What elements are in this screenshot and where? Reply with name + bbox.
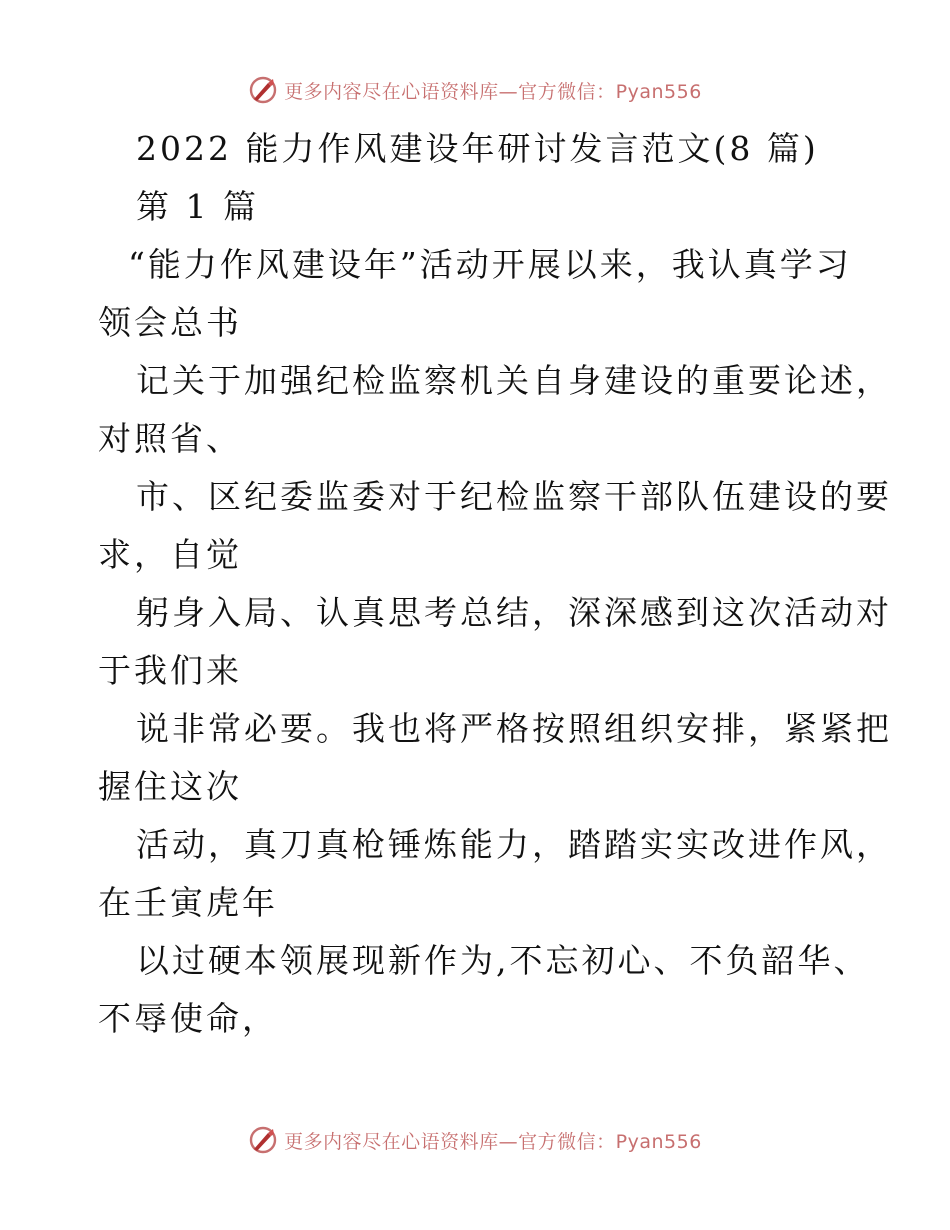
paragraph-line: 于我们来 — [98, 651, 242, 690]
paragraph-line: “能力作风建设年”活动开展以来，我认真学习 — [128, 245, 852, 284]
paragraph-line: 握住这次 — [98, 767, 242, 806]
footer-watermark-banner — [0, 1120, 950, 1160]
paragraph-line: 躬身入局、认真思考总结，深深感到这次活动对 — [136, 593, 892, 632]
paragraph-line: 以过硬本领展现新作为,不忘初心、不负韶华、 — [136, 941, 870, 980]
section-heading: 第 1 篇 — [136, 187, 259, 226]
paragraph-line: 记关于加强纪检监察机关自身建设的重要论述， — [136, 361, 892, 400]
document-body — [98, 129, 892, 1058]
paragraph-line: 不辱使命， — [98, 999, 278, 1038]
paragraph-line: 说非常必要。我也将严格按照组织安排，紧紧把 — [136, 709, 892, 748]
document-title: 2022 能力作风建设年研讨发言范文(8 篇) — [136, 129, 819, 168]
paragraph-line: 求，自觉 — [98, 535, 242, 574]
paragraph-line: 对照省、 — [98, 419, 242, 458]
paragraph-line: 领会总书 — [98, 303, 242, 342]
quill-pen-seal-icon — [248, 75, 278, 105]
paragraph-line: 在壬寅虎年 — [98, 883, 278, 922]
paragraph-line: 活动，真刀真枪锤炼能力，踏踏实实改进作风， — [136, 825, 892, 864]
paragraph-line: 市、区纪委监委对于纪检监察干部队伍建设的要 — [136, 477, 892, 516]
watermark-text: 更多内容尽在心语资料库—官方微信：Pyan556 — [284, 80, 702, 103]
quill-pen-seal-icon — [248, 1125, 278, 1155]
header-watermark-banner — [0, 70, 950, 110]
watermark-text: 更多内容尽在心语资料库—官方微信：Pyan556 — [284, 1130, 702, 1153]
